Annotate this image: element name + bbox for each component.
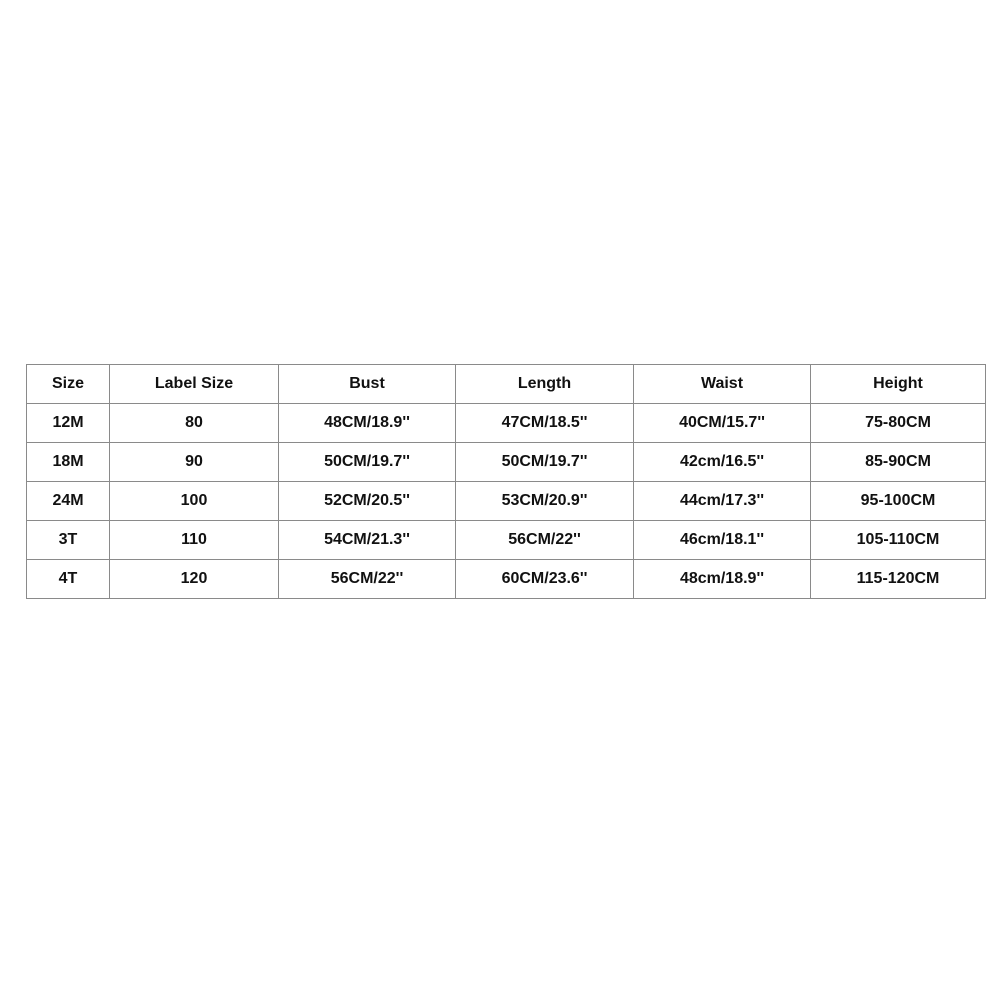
- cell-waist: 44cm/17.3'': [634, 482, 811, 521]
- cell-label-size: 110: [110, 521, 279, 560]
- cell-bust: 56CM/22'': [279, 560, 456, 599]
- cell-waist: 40CM/15.7'': [634, 404, 811, 443]
- cell-size: 24M: [27, 482, 110, 521]
- table-row: [27, 404, 986, 443]
- cell-waist: 42cm/16.5'': [634, 443, 811, 482]
- table-row: [27, 521, 986, 560]
- cell-length: 56CM/22'': [456, 521, 634, 560]
- cell-height: 115-120CM: [811, 560, 986, 599]
- cell-waist: 46cm/18.1'': [634, 521, 811, 560]
- cell-length: 53CM/20.9'': [456, 482, 634, 521]
- cell-label-size: 90: [110, 443, 279, 482]
- cell-size: 4T: [27, 560, 110, 599]
- cell-label-size: 120: [110, 560, 279, 599]
- cell-bust: 52CM/20.5'': [279, 482, 456, 521]
- column-header-waist: Waist: [634, 365, 811, 404]
- table-row: [27, 443, 986, 482]
- cell-bust: 54CM/21.3'': [279, 521, 456, 560]
- cell-length: 47CM/18.5'': [456, 404, 634, 443]
- column-header-bust: Bust: [279, 365, 456, 404]
- cell-height: 85-90CM: [811, 443, 986, 482]
- cell-label-size: 80: [110, 404, 279, 443]
- cell-height: 75-80CM: [811, 404, 986, 443]
- column-header-label-size: Label Size: [110, 365, 279, 404]
- column-header-height: Height: [811, 365, 986, 404]
- cell-length: 60CM/23.6'': [456, 560, 634, 599]
- table-row: [27, 482, 986, 521]
- cell-bust: 48CM/18.9'': [279, 404, 456, 443]
- size-chart-table: [26, 364, 986, 599]
- column-header-length: Length: [456, 365, 634, 404]
- table-row: [27, 560, 986, 599]
- cell-size: 12M: [27, 404, 110, 443]
- header-row: [27, 365, 986, 404]
- cell-size: 18M: [27, 443, 110, 482]
- cell-height: 95-100CM: [811, 482, 986, 521]
- cell-height: 105-110CM: [811, 521, 986, 560]
- cell-label-size: 100: [110, 482, 279, 521]
- column-header-size: Size: [27, 365, 110, 404]
- cell-bust: 50CM/19.7'': [279, 443, 456, 482]
- cell-size: 3T: [27, 521, 110, 560]
- cell-length: 50CM/19.7'': [456, 443, 634, 482]
- cell-waist: 48cm/18.9'': [634, 560, 811, 599]
